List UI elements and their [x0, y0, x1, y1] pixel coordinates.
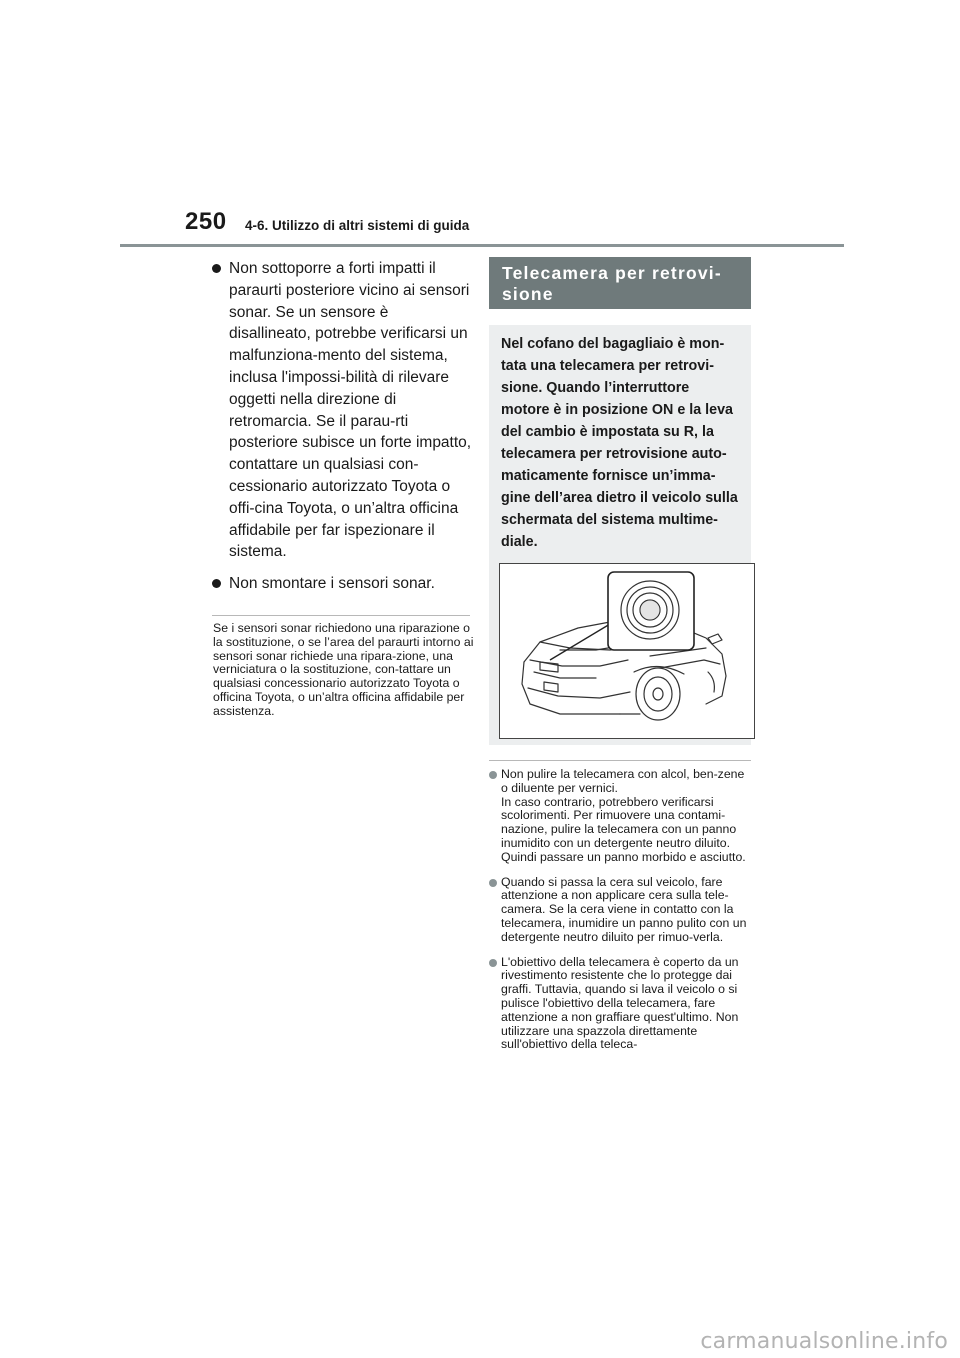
right-column: [489, 257, 751, 1052]
note-text: Non pulire la telecamera con alcol, ben-zene o diluente per vernici. In caso contrario, potrebbero verificarsi scolorimenti. Per rimuovere una contami-nazione, pulire la telecamera con un panno inumidito con un detergente neutro diluito. Quindi passare un panno morbido e asciutto.: [501, 767, 746, 864]
note-text: Quando si passa la cera sul veicolo, fare attenzione a non applicare cera sulla tele-camera. Se la cera viene in contatto con la telecamera, inumidire un panno pulito con un detergente neutro diluito per rimuo-verla.: [501, 874, 747, 944]
bullet-dot-icon: [489, 959, 497, 967]
camera-figure: [499, 563, 755, 739]
car-rear-camera-illustration: [500, 564, 754, 738]
list-item: [489, 876, 751, 945]
section-heading-box: Telecamera per retrovi-sione: [489, 257, 751, 309]
bullet-dot-icon: [212, 579, 221, 588]
bullet-item: [212, 258, 474, 563]
bullet-dot-icon: [489, 879, 497, 887]
intro-box: [489, 325, 751, 745]
list-item: [489, 956, 751, 1053]
list-item: [489, 768, 751, 865]
header-rule: [120, 244, 844, 247]
bullet-item: [212, 573, 474, 595]
bullet-text: Non smontare i sensori sonar.: [229, 575, 435, 593]
note-text: Se i sensori sonar richiedono una riparazione o la sostituzione, o se l’area del paraurti intorno ai sensori sonar richiede una ripara-zione, una verniciatura o la sostituzione, con-tattare un qualsiasi concessionario autorizzato Toyota o officina Toyota, o un’altra officina affidabile per assistenza.: [213, 620, 474, 718]
bullet-dot-icon: [489, 771, 497, 779]
note-text: L'obiettivo della telecamera è coperto da un rivestimento resistente che lo protegge dai graffi. Tuttavia, quando si lava il veicolo o si pulisce l'obiettivo della telecamera, fare attenzione a non graffiare quest'ultimo. Non utilizzare una spazzola direttamente sull'obiettivo della teleca-: [501, 954, 739, 1052]
page-number: 250: [185, 208, 227, 235]
bullet-dot-icon: [212, 264, 221, 273]
watermark: carmanualsonline.info: [700, 1329, 948, 1354]
left-column: [212, 258, 474, 719]
section-title: 4-6. Utilizzo di altri sistemi di guida: [245, 218, 470, 233]
note-divider: [212, 615, 470, 616]
bullet-text: Non sottoporre a forti impatti il paraurti posteriore vicino ai sensori sonar. Se un sensore è disallineato, potrebbe verificarsi un malfunziona-mento del sistema, inclusa l'impossi-bilità di rilevare oggetti nella direzione di retromarcia. Se il parau-rti posteriore subisce un forte impatto, contattare un qualsiasi con-cessionario autorizzato Toyota o offi-cina Toyota, o un’altra officina affidabile per far ispezionare il sistema.: [229, 260, 472, 561]
notes-divider: [489, 760, 751, 761]
intro-text: Nel cofano del bagagliaio è mon-tata una telecamera per retrovi-sione. Quando l’interruttore motore è in posizione ON e la leva del cambio è impostata su R, la telecamera per retrovisione auto-maticamente fornisce un’imma-gine dell’area dietro il veicolo sulla schermata del sistema multime-diale.: [501, 336, 738, 550]
notes-list: [489, 768, 751, 1052]
